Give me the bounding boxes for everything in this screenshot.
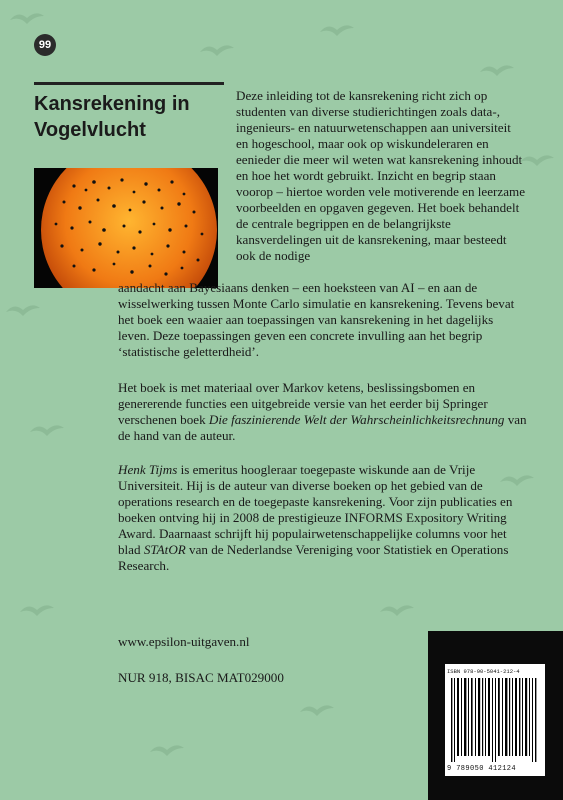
author-paragraph bbox=[118, 462, 528, 574]
title-block bbox=[34, 82, 224, 143]
barcode bbox=[445, 664, 545, 776]
intro-paragraph-top: Deze inleiding tot de kansrekening richt zich op studenten van diverse studierichtingen zoals data-, ingenieurs- en natuurwetenschappen aan universiteit en hogeschool, maar ook op wiskundeleraren en eenieder die meer wil weten wat kansrekening inhoudt en hoe het wordt gebruikt. Inzicht en begrip staan voorop – hiertoe worden vele motiverende en leerzame voorbeelden en opgaven gegeven. Het boek behandelt de centrale begrippen en de belangrijkste kansverdelingen uit de kansrekening, maar besteedt ook de nodige bbox=[236, 88, 526, 263]
series-number-badge: 99 bbox=[34, 34, 56, 56]
author-bio-end: van de Nederlandse Vereniging voor Statistiek en Operations Research. bbox=[118, 542, 509, 573]
edition-paragraph bbox=[118, 380, 528, 444]
bird-icon bbox=[380, 600, 414, 620]
intro-paragraph-bottom: aandacht aan Bayesiaans denken – een hoeksteen van AI – en aan de wisselwerking tussen Monte Carlo simulatie en kansrekening. Tevens bevat het boek een waaier aan toepassingen van kansrekening in het dagelijks leven. Deze toepassingen geven een concrete invulling aan het begrip ‘statistische geletterdheid’. bbox=[118, 280, 515, 359]
edition-text-end: van de hand van de auteur. bbox=[118, 412, 527, 443]
bird-icon bbox=[300, 700, 334, 720]
book-title: Kansrekening in Vogelvlucht bbox=[34, 93, 190, 141]
barcode-number: 9 789050 412124 bbox=[447, 765, 517, 773]
classification-codes: NUR 918, BISAC MAT029000 bbox=[118, 670, 284, 685]
bird-icon bbox=[150, 740, 184, 760]
bird-icon bbox=[30, 420, 64, 440]
barcode-icon bbox=[445, 664, 545, 776]
bird-icon bbox=[10, 8, 44, 28]
publisher-website: www.epsilon-uitgaven.nl bbox=[118, 634, 250, 649]
author-name: Henk Tijms bbox=[118, 462, 178, 477]
isbn-label: ISBN 978-90-5041-212-4 bbox=[447, 668, 520, 675]
original-book-title: Die faszinierende Welt der Wahrscheinlichkeitsrechnung bbox=[208, 412, 505, 427]
bird-icon bbox=[6, 300, 40, 320]
bird-icon bbox=[20, 600, 54, 620]
magazine-name: STAtOR bbox=[143, 542, 186, 557]
author-bio: is emeritus hoogleraar toegepaste wiskunde aan de Vrije Universiteit. Hij is de auteur van diverse boeken op het gebied van de operations research en de toegepaste kansrekening. Voor zijn publicaties en boeken ontving hij in 2008 de prestigieuze INFORMS Expository Writing Award. Daarnaast schrijft hij populairwetenschappelijke columns voor het blad bbox=[118, 462, 513, 557]
bird-icon bbox=[320, 20, 354, 40]
bird-icon bbox=[480, 60, 514, 80]
cover-image bbox=[34, 168, 218, 288]
sun-with-birds-icon bbox=[34, 168, 218, 288]
bird-icon bbox=[200, 40, 234, 60]
edition-text-start: Het boek is met materiaal over Markov ketens, beslissingsbomen en genererende functies een uitgebreide versie van het eerder bij Springer verschenen boek bbox=[118, 380, 488, 427]
